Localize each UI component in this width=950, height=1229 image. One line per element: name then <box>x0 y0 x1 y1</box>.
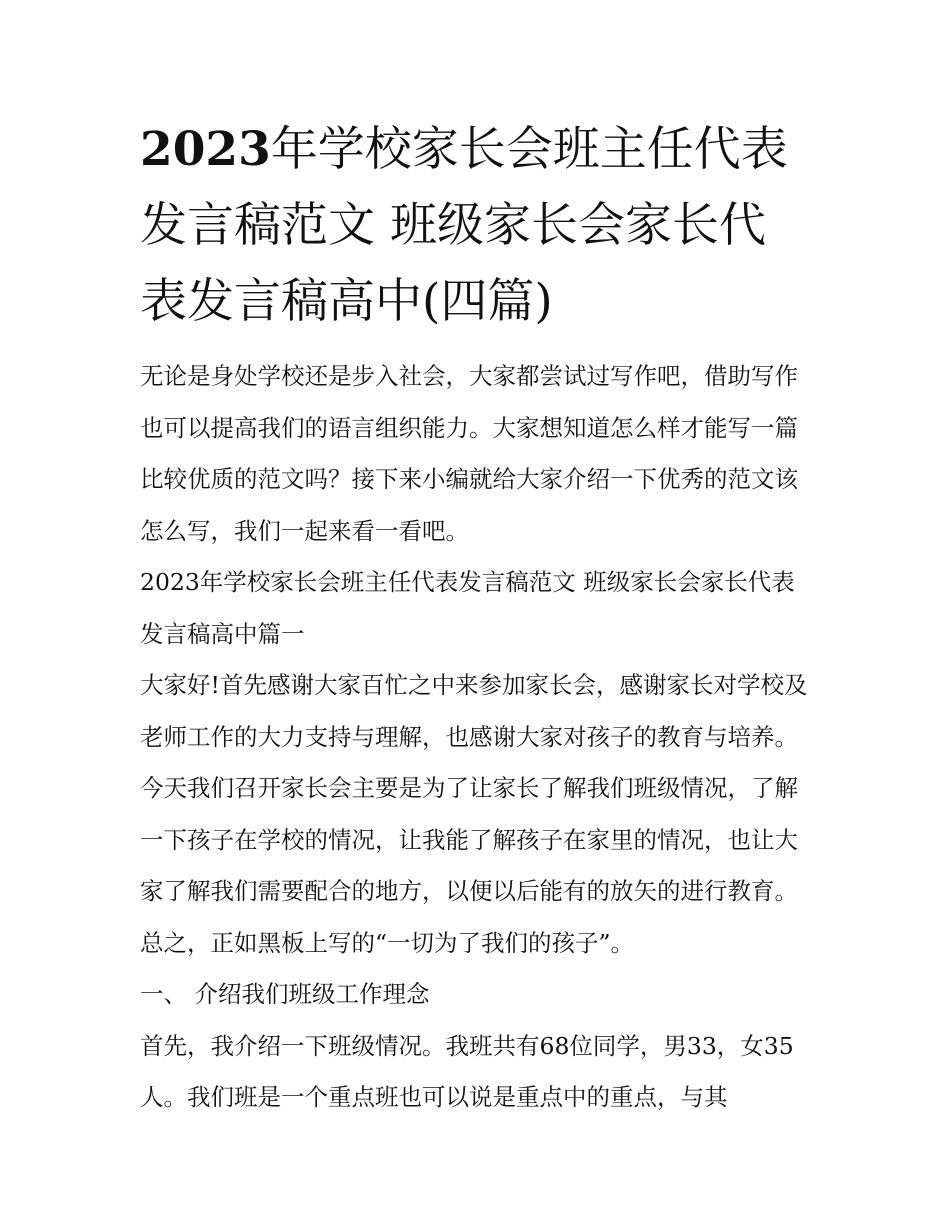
document-page <box>140 112 812 1124</box>
section-heading: 2023年学校家长会班主任代表发言稿范文 班级家长会家长代表发言稿高中篇一 <box>140 568 795 648</box>
title-year: 2023 <box>140 122 271 177</box>
body-paragraph: 首先，我介绍一下班级情况。我班共有68位同学，男33，女35人。我们班是一个重点班也可以说是重点中的重点，与其 <box>140 1031 794 1111</box>
document-title <box>140 112 812 340</box>
subsection-heading: 一、 介绍我们班级工作理念 <box>140 980 430 1008</box>
title-text: 年学校家长会班主任代表发言稿范文 班级家长会家长代表发言稿高中(四篇) <box>140 122 788 329</box>
body-paragraph: 大家好!首先感谢大家百忙之中来参加家长会，感谢家长对学校及老师工作的大力支持与理解，也感谢大家对孩子的教育与培养。今天我们召开家长会主要是为了让家长了解我们班级情况，了解一下孩子在学校的情况，让我能了解孩子在家里的情况，也让大家了解我们需要配合的地方，以便以后能有的放矢的进行教育。总之，正如黑板上写的“一切为了我们的孩子”。 <box>140 671 808 957</box>
intro-paragraph: 无论是身处学校还是步入社会，大家都尝试过写作吧，借助写作也可以提高我们的语言组织能力。大家想知道怎么样才能写一篇比较优质的范文吗？接下来小编就给大家介绍一下优秀的范文该怎么写，我们一起来看一看吧。 <box>140 362 798 545</box>
